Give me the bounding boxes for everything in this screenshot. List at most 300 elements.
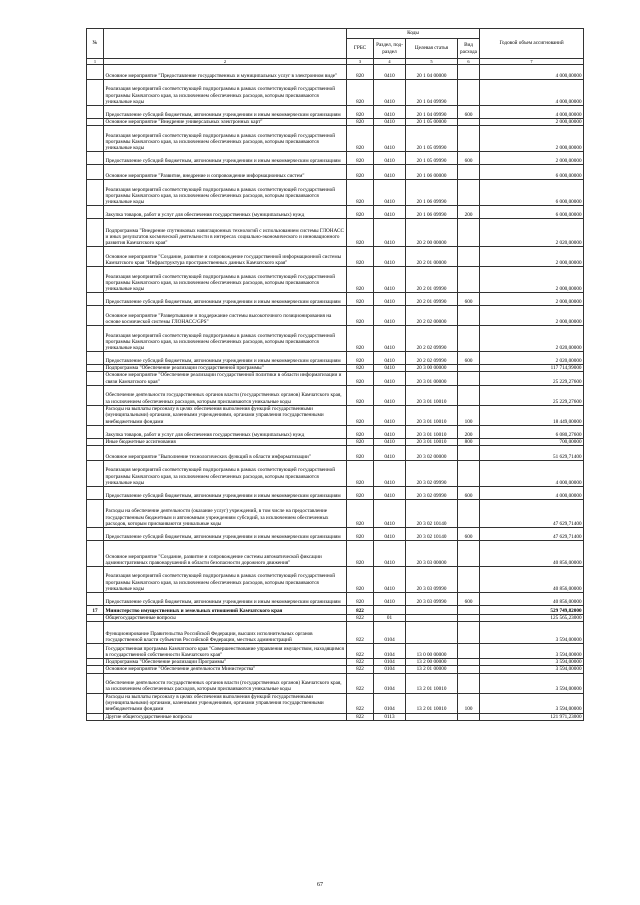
row-target-article: 20 3 03 00000 <box>406 541 458 567</box>
row-amount: 25 229,27600 <box>480 372 584 385</box>
table-body <box>87 65 584 721</box>
row-expense-type <box>458 461 480 487</box>
row-target-article: 20 2 01 09990 <box>406 293 458 306</box>
row-number <box>87 405 104 425</box>
table-row <box>87 528 584 541</box>
table-row <box>87 165 584 180</box>
row-name: Функционирование Правительства Российской Федерации, высших исполнительных органов государственной власти субъектов Российской Федерации, местных администраций <box>104 622 347 644</box>
table-row <box>87 446 584 461</box>
row-number <box>87 567 104 593</box>
row-target-article: 20 1 04 00000 <box>406 65 458 80</box>
header-amount: Годовой объем ассигнований <box>480 29 584 59</box>
row-section: 0410 <box>374 593 406 606</box>
table-row <box>87 106 584 119</box>
row-grbs: 820 <box>347 206 374 219</box>
row-expense-type: 600 <box>458 293 480 306</box>
row-target-article: 20 3 03 09990 <box>406 567 458 593</box>
row-number <box>87 615 104 622</box>
header-expense-type: Вид расхода <box>458 39 480 59</box>
row-target-article <box>406 622 458 644</box>
header-grbs: ГРБС <box>347 39 374 59</box>
row-expense-type <box>458 306 480 326</box>
row-grbs: 822 <box>347 644 374 659</box>
row-number <box>87 80 104 106</box>
table-row <box>87 293 584 306</box>
table-row <box>87 267 584 293</box>
row-expense-type <box>458 446 480 461</box>
row-number <box>87 206 104 219</box>
row-section: 0410 <box>374 541 406 567</box>
row-number <box>87 446 104 461</box>
row-expense-type <box>458 65 480 80</box>
row-number <box>87 528 104 541</box>
row-number <box>87 65 104 80</box>
table-row <box>87 673 584 693</box>
row-section: 0410 <box>374 567 406 593</box>
row-target-article <box>406 615 458 622</box>
row-section: 0410 <box>374 152 406 165</box>
row-grbs: 820 <box>347 405 374 425</box>
table-row <box>87 352 584 365</box>
row-expense-type: 200 <box>458 425 480 438</box>
row-number <box>87 666 104 673</box>
table-row <box>87 693 584 713</box>
header-section: Раздел, под-раздел <box>374 39 406 59</box>
row-section: 0410 <box>374 206 406 219</box>
row-name: Расходы на выплаты персоналу в целях обеспечения выполнения функций государственными (муниципальными) органами, казенными учреждениями, органами управления государственными внебюджетными фондами <box>104 693 347 713</box>
table-row <box>87 385 584 405</box>
row-target-article: 20 1 05 09990 <box>406 152 458 165</box>
column-number: 3 <box>347 59 374 65</box>
row-amount: 3 594,00000 <box>480 644 584 659</box>
row-amount: 4 000,00000 <box>480 461 584 487</box>
row-section: 0410 <box>374 385 406 405</box>
row-number <box>87 622 104 644</box>
row-expense-type <box>458 247 480 267</box>
column-number: 4 <box>374 59 406 65</box>
row-number <box>87 659 104 666</box>
row-target-article: 20 3 01 10010 <box>406 405 458 425</box>
table-row <box>87 219 584 247</box>
row-expense-type: 600 <box>458 487 480 500</box>
row-grbs: 820 <box>347 541 374 567</box>
row-name: Расходы на выплаты персоналу в целях обеспечения выполнения функций государственными (муниципальными) органами, казенными учреждениями, органами управления государственными внебюджетными фондами <box>104 405 347 425</box>
row-name: Основное мероприятие "Создание, развитие и сопровождение системы автоматической фиксации административных правонарушений в области безопасности дорожного движения" <box>104 541 347 567</box>
row-grbs: 822 <box>347 713 374 720</box>
row-name: Основное мероприятие "Предоставление государственных и муниципальных услуг в электронном виде" <box>104 65 347 80</box>
row-grbs: 820 <box>347 385 374 405</box>
row-number <box>87 219 104 247</box>
column-number: 5 <box>406 59 458 65</box>
row-amount: 6 000,00000 <box>480 206 584 219</box>
column-number: 6 <box>458 59 480 65</box>
row-expense-type <box>458 267 480 293</box>
row-amount: 47 629,71400 <box>480 528 584 541</box>
row-section: 0410 <box>374 180 406 206</box>
row-target-article: 20 3 01 10010 <box>406 425 458 438</box>
column-number: 1 <box>87 59 104 65</box>
row-name: Реализация мероприятий соответствующей подпрограммы в рамках соответствующей государственной программы Камчатского края, за исключением обеспеченных расходов, которым присваиваются уникальные коды <box>104 126 347 152</box>
row-number <box>87 306 104 326</box>
row-target-article <box>406 713 458 720</box>
row-grbs: 822 <box>347 693 374 713</box>
row-amount: 700,00000 <box>480 438 584 445</box>
row-expense-type <box>458 80 480 106</box>
row-section: 0410 <box>374 65 406 80</box>
table-row <box>87 80 584 106</box>
table-row <box>87 326 584 352</box>
row-amount: 6 000,00000 <box>480 180 584 206</box>
row-name: Другие общегосударственные вопросы <box>104 713 347 720</box>
row-grbs: 820 <box>347 80 374 106</box>
row-amount: 4 000,00000 <box>480 487 584 500</box>
row-target-article: 20 2 01 00000 <box>406 247 458 267</box>
row-section: 0410 <box>374 372 406 385</box>
row-number <box>87 267 104 293</box>
row-grbs: 820 <box>347 567 374 593</box>
row-grbs: 820 <box>347 425 374 438</box>
row-grbs: 822 <box>347 673 374 693</box>
row-expense-type <box>458 659 480 666</box>
row-expense-type <box>458 622 480 644</box>
row-name: Основное мероприятие "Внедрение универсальных электронных карт" <box>104 119 347 126</box>
row-section: 0104 <box>374 666 406 673</box>
table-row <box>87 622 584 644</box>
row-target-article: 20 1 05 09990 <box>406 126 458 152</box>
row-number <box>87 119 104 126</box>
table-row <box>87 500 584 528</box>
row-target-article <box>406 606 458 615</box>
header-codes: Коды <box>347 29 480 39</box>
row-number <box>87 500 104 528</box>
column-number: 7 <box>480 59 584 65</box>
row-name: Подпрограмма "Внедрение спутниковых навигационных технологий с использованием системы ГЛОНАСС и иных результатов космической деятельности в интересах социально-экономического и инновационного развития Камчатского края" <box>104 219 347 247</box>
row-target-article: 20 3 02 09990 <box>406 461 458 487</box>
row-grbs: 820 <box>347 461 374 487</box>
row-amount: 2 000,00000 <box>480 267 584 293</box>
row-amount: 2 020,00000 <box>480 219 584 247</box>
row-name: Государственная программа Камчатского края "Совершенствование управления имуществом, находящимся в государственной собственности Камчатского края" <box>104 644 347 659</box>
row-grbs: 822 <box>347 622 374 644</box>
row-name: Обеспечение деятельности государственных органов власти (государственных органов) Камчатского края, за исключением обеспеченных расходов, которым присваиваются уникальные коды <box>104 385 347 405</box>
table-row <box>87 593 584 606</box>
row-amount: 3 594,00000 <box>480 666 584 673</box>
row-grbs: 820 <box>347 126 374 152</box>
row-name: Реализация мероприятий соответствующей подпрограммы в рамках соответствующей государственной программы Камчатского края, за исключением обеспеченных расходов, которым присваиваются уникальные коды <box>104 80 347 106</box>
row-number <box>87 126 104 152</box>
row-target-article: 20 1 06 09990 <box>406 180 458 206</box>
row-expense-type <box>458 219 480 247</box>
row-name: Предоставление субсидий бюджетным, автономным учреждениям и иным некоммерческим организациям <box>104 106 347 119</box>
row-amount: 47 629,71400 <box>480 500 584 528</box>
row-amount: 25 229,27600 <box>480 385 584 405</box>
row-target-article: 13 2 01 10010 <box>406 693 458 713</box>
row-expense-type: 600 <box>458 152 480 165</box>
row-amount: 4 000,00000 <box>480 106 584 119</box>
row-name: Иные бюджетные ассигнования <box>104 438 347 445</box>
row-name: Общегосударственные вопросы <box>104 615 347 622</box>
row-number <box>87 152 104 165</box>
row-section: 0104 <box>374 659 406 666</box>
row-section: 0410 <box>374 106 406 119</box>
row-expense-type <box>458 326 480 352</box>
row-target-article: 20 1 06 09990 <box>406 206 458 219</box>
row-number <box>87 461 104 487</box>
row-section: 0104 <box>374 693 406 713</box>
table-row <box>87 306 584 326</box>
row-expense-type <box>458 673 480 693</box>
row-target-article: 20 3 02 10140 <box>406 500 458 528</box>
row-number: 17 <box>87 606 104 615</box>
row-section: 0410 <box>374 446 406 461</box>
row-grbs: 822 <box>347 615 374 622</box>
row-target-article: 20 1 05 00000 <box>406 119 458 126</box>
table-row <box>87 615 584 622</box>
row-expense-type <box>458 666 480 673</box>
table-row <box>87 152 584 165</box>
row-amount: 3 594,00000 <box>480 622 584 644</box>
row-target-article: 20 3 01 10010 <box>406 385 458 405</box>
row-expense-type: 600 <box>458 528 480 541</box>
row-grbs: 820 <box>347 593 374 606</box>
row-expense-type: 600 <box>458 106 480 119</box>
row-number <box>87 106 104 119</box>
row-grbs: 820 <box>347 326 374 352</box>
row-target-article: 20 3 02 09990 <box>406 487 458 500</box>
row-number <box>87 385 104 405</box>
row-grbs: 820 <box>347 119 374 126</box>
row-name: Реализация мероприятий соответствующей подпрограммы в рамках соответствующей государственной программы Камчатского края, за исключением обеспеченных расходов, которым присваиваются уникальные коды <box>104 267 347 293</box>
row-expense-type <box>458 372 480 385</box>
row-target-article: 20 3 01 10010 <box>406 438 458 445</box>
row-grbs: 820 <box>347 293 374 306</box>
row-amount: 6 000,00000 <box>480 165 584 180</box>
row-number <box>87 247 104 267</box>
row-expense-type <box>458 126 480 152</box>
row-expense-type <box>458 615 480 622</box>
row-grbs: 820 <box>347 180 374 206</box>
row-amount: 2 000,00000 <box>480 293 584 306</box>
row-name: Реализация мероприятий соответствующей подпрограммы в рамках соответствующей государственной программы Камчатского края, за исключением обеспеченных расходов, которым присваиваются уникальные коды <box>104 461 347 487</box>
row-number <box>87 713 104 720</box>
row-grbs: 820 <box>347 267 374 293</box>
row-section: 0104 <box>374 622 406 644</box>
row-grbs: 820 <box>347 306 374 326</box>
row-name: Предоставление субсидий бюджетным, автономным учреждениям и иным некоммерческим организациям <box>104 293 347 306</box>
row-expense-type <box>458 365 480 372</box>
table-row <box>87 567 584 593</box>
row-amount: 3 594,00000 <box>480 693 584 713</box>
row-grbs: 820 <box>347 487 374 500</box>
row-expense-type <box>458 180 480 206</box>
row-number <box>87 693 104 713</box>
row-grbs: 820 <box>347 372 374 385</box>
row-section: 0113 <box>374 713 406 720</box>
row-grbs: 820 <box>347 528 374 541</box>
row-target-article: 20 1 04 09990 <box>406 106 458 119</box>
row-grbs: 822 <box>347 606 374 615</box>
row-section: 01 <box>374 615 406 622</box>
row-number <box>87 425 104 438</box>
row-name: Основное мероприятие "Создание, развитие и сопровождение государственной информационной системы Камчатского края "Инфраструктура пространственных данных Камчатского края" <box>104 247 347 267</box>
row-number <box>87 326 104 352</box>
row-target-article: 13 2 01 10010 <box>406 673 458 693</box>
row-target-article: 20 3 02 10140 <box>406 528 458 541</box>
row-name: Обеспечение деятельности государственных органов власти (государственных органов) Камчатского края, за исключением обеспеченных расходов, которым присваиваются уникальные коды <box>104 673 347 693</box>
table-row <box>87 487 584 500</box>
row-target-article: 20 3 01 00000 <box>406 372 458 385</box>
row-amount: 40 856,00000 <box>480 541 584 567</box>
row-expense-type <box>458 644 480 659</box>
row-name: Расходы на обеспечение деятельности (оказание услуг) учреждений, в том числе на предоставление государственным бюджетным и автономным учреждениям субсидий, за исключением обеспеченных расходов, которым присваиваются уникальные коды <box>104 500 347 528</box>
row-name: Основное мероприятие "Выполнение технологических функций в области информатизации" <box>104 446 347 461</box>
row-section: 0104 <box>374 644 406 659</box>
row-expense-type <box>458 713 480 720</box>
row-section: 0410 <box>374 425 406 438</box>
row-amount: 6 080,27600 <box>480 425 584 438</box>
page-number: 67 <box>317 882 323 888</box>
table-row <box>87 65 584 80</box>
row-target-article: 20 2 02 09990 <box>406 352 458 365</box>
table-row <box>87 365 584 372</box>
row-amount: 3 594,00000 <box>480 673 584 693</box>
row-section: 0410 <box>374 306 406 326</box>
row-section: 0410 <box>374 528 406 541</box>
table-row <box>87 713 584 720</box>
row-section: 0410 <box>374 365 406 372</box>
row-section <box>374 606 406 615</box>
row-grbs: 822 <box>347 666 374 673</box>
row-amount: 2 000,00000 <box>480 126 584 152</box>
row-name: Основное мероприятие "Обеспечение реализации государственной политики в области информатизации и связи Камчатского края" <box>104 372 347 385</box>
row-section: 0410 <box>374 219 406 247</box>
row-number <box>87 593 104 606</box>
table-row <box>87 119 584 126</box>
row-grbs: 820 <box>347 438 374 445</box>
table-row <box>87 126 584 152</box>
table-row <box>87 206 584 219</box>
table-row <box>87 405 584 425</box>
row-target-article: 20 2 02 00000 <box>406 306 458 326</box>
row-number <box>87 293 104 306</box>
row-name: Предоставление субсидий бюджетным, автономным учреждениям и иным некоммерческим организациям <box>104 352 347 365</box>
row-expense-type <box>458 119 480 126</box>
row-expense-type: 200 <box>458 206 480 219</box>
header-target: Целевая статья <box>406 39 458 59</box>
row-name: Министерство имущественных и земельных отношений Камчатского края <box>104 606 347 615</box>
row-name: Закупка товаров, работ и услуг для обеспечения государственных (муниципальных) нужд <box>104 206 347 219</box>
budget-table <box>86 28 584 721</box>
row-grbs: 820 <box>347 365 374 372</box>
header-number: № <box>87 29 104 59</box>
row-grbs: 820 <box>347 106 374 119</box>
row-expense-type: 600 <box>458 352 480 365</box>
row-section: 0410 <box>374 293 406 306</box>
row-target-article: 20 3 00 00000 <box>406 365 458 372</box>
row-number <box>87 180 104 206</box>
row-target-article: 20 3 03 09990 <box>406 593 458 606</box>
row-expense-type <box>458 500 480 528</box>
row-amount: 3 594,00000 <box>480 659 584 666</box>
table-row <box>87 606 584 615</box>
row-amount: 2 000,00000 <box>480 306 584 326</box>
row-expense-type <box>458 165 480 180</box>
row-section: 0410 <box>374 500 406 528</box>
row-number <box>87 438 104 445</box>
row-name: Предоставление субсидий бюджетным, автономным учреждениям и иным некоммерческим организациям <box>104 152 347 165</box>
row-number <box>87 541 104 567</box>
table-row <box>87 438 584 445</box>
row-number <box>87 644 104 659</box>
row-target-article: 20 2 00 00000 <box>406 219 458 247</box>
row-name: Предоставление субсидий бюджетным, автономным учреждениям и иным некоммерческим организациям <box>104 487 347 500</box>
row-name: Закупка товаров, работ и услуг для обеспечения государственных (муниципальных) нужд <box>104 425 347 438</box>
row-number <box>87 365 104 372</box>
row-amount: 2 000,00000 <box>480 119 584 126</box>
row-name: Основное мероприятие "Развертывание и поддержание системы высокоточного позиционирования на основе космической системы ГЛОНАСС/GPS" <box>104 306 347 326</box>
row-section: 0410 <box>374 487 406 500</box>
row-expense-type <box>458 606 480 615</box>
row-name: Предоставление субсидий бюджетным, автономным учреждениям и иным некоммерческим организациям <box>104 528 347 541</box>
row-name: Подпрограмма "Обеспечение реализации Программы" <box>104 659 347 666</box>
row-number <box>87 352 104 365</box>
row-grbs: 820 <box>347 500 374 528</box>
row-grbs: 820 <box>347 446 374 461</box>
row-target-article: 13 2 01 00000 <box>406 666 458 673</box>
row-grbs: 820 <box>347 352 374 365</box>
table-row <box>87 659 584 666</box>
row-expense-type <box>458 567 480 593</box>
table-row <box>87 372 584 385</box>
row-amount: 2 020,00000 <box>480 352 584 365</box>
row-section: 0410 <box>374 461 406 487</box>
row-section: 0410 <box>374 247 406 267</box>
row-name: Реализация мероприятий соответствующей подпрограммы в рамках соответствующей государственной программы Камчатского края, за исключением обеспеченных расходов, которым присваиваются уникальные коды <box>104 567 347 593</box>
row-name: Подпрограмма "Обеспечение реализации государственной программы" <box>104 365 347 372</box>
row-amount: 529 749,82000 <box>480 606 584 615</box>
row-amount: 40 856,00000 <box>480 593 584 606</box>
row-amount: 51 629,71400 <box>480 446 584 461</box>
table-row <box>87 461 584 487</box>
row-target-article: 20 1 04 09990 <box>406 80 458 106</box>
table-row <box>87 541 584 567</box>
table-row <box>87 180 584 206</box>
row-grbs: 822 <box>347 659 374 666</box>
row-section: 0410 <box>374 352 406 365</box>
table-row <box>87 644 584 659</box>
header-name <box>104 29 347 59</box>
row-amount: 4 000,00000 <box>480 65 584 80</box>
row-grbs: 820 <box>347 152 374 165</box>
row-section: 0410 <box>374 438 406 445</box>
row-grbs: 820 <box>347 247 374 267</box>
row-amount: 4 000,00000 <box>480 80 584 106</box>
row-target-article: 13 0 00 00000 <box>406 644 458 659</box>
row-name: Реализация мероприятий соответствующей подпрограммы в рамках соответствующей государственной программы Камчатского края, за исключением обеспеченных расходов, которым присваиваются уникальные коды <box>104 326 347 352</box>
row-grbs: 820 <box>347 65 374 80</box>
row-name: Основное мероприятие "Обеспечение деятельности Министерства" <box>104 666 347 673</box>
row-number <box>87 673 104 693</box>
row-grbs: 820 <box>347 165 374 180</box>
table-row <box>87 247 584 267</box>
row-amount: 2 000,00000 <box>480 152 584 165</box>
row-section: 0410 <box>374 126 406 152</box>
row-expense-type <box>458 541 480 567</box>
row-expense-type: 600 <box>458 593 480 606</box>
row-target-article: 20 3 02 00000 <box>406 446 458 461</box>
row-expense-type: 100 <box>458 693 480 713</box>
table-row <box>87 666 584 673</box>
